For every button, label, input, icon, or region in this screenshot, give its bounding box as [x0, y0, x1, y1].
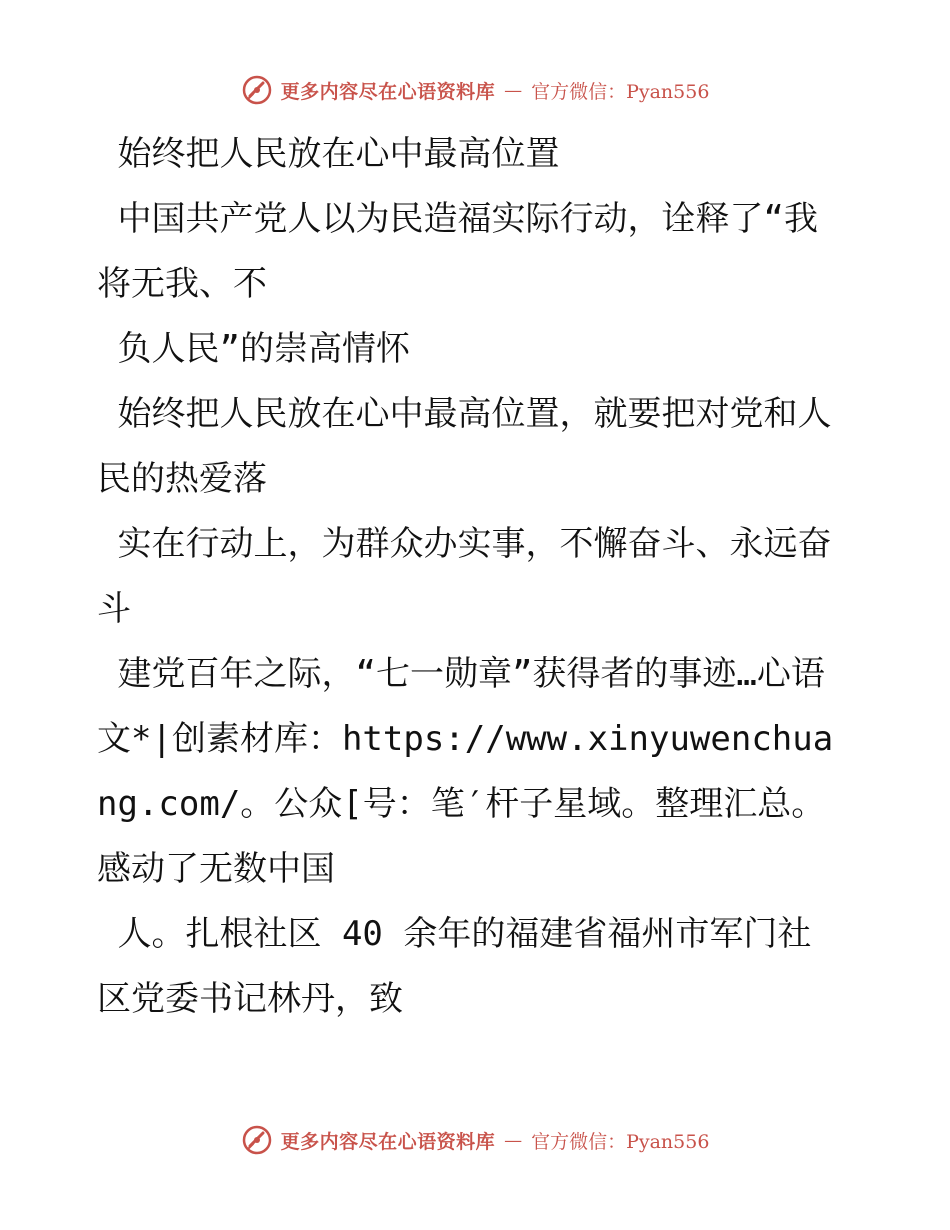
paragraph: 人。扎根社区 40 余年的福建省福州市军门社区党委书记林丹，致: [97, 914, 812, 1019]
header-separator: —: [504, 79, 523, 101]
footer-brand-text: 更多内容尽在心语资料库: [280, 1130, 496, 1153]
footer-separator: —: [504, 1129, 523, 1151]
paragraph: 中国共产党人以为民造福实际行动，诠释了“我将无我、不: [97, 199, 818, 304]
footer-wechat-text: 官方微信：Pyan556: [531, 1130, 710, 1153]
header-brand-text: 更多内容尽在心语资料库: [280, 80, 496, 103]
document-body: [97, 122, 837, 1032]
brand-logo-icon: [241, 74, 273, 106]
brand-logo-icon: [241, 1124, 273, 1156]
paragraph: 始终把人民放在心中最高位置: [97, 134, 560, 174]
header-wechat-text: 官方微信：Pyan556: [531, 80, 710, 103]
paragraph: 建党百年之际，“七一勋章”获得者的事迹…心语文*|创素材库：https://www.xinyuwenchuang.com/。公众[号：笔′杆子星域。整理汇总。感动了无数中国: [97, 654, 834, 889]
paragraph: 始终把人民放在心中最高位置，就要把对党和人民的热爱落: [97, 394, 832, 499]
paragraph: 实在行动上，为群众办实事，不懈奋斗、永远奋斗: [97, 524, 832, 629]
page-footer-watermark: [0, 1120, 950, 1160]
paragraph: 负人民”的崇高情怀: [97, 329, 410, 369]
page-header-watermark: [0, 70, 950, 110]
